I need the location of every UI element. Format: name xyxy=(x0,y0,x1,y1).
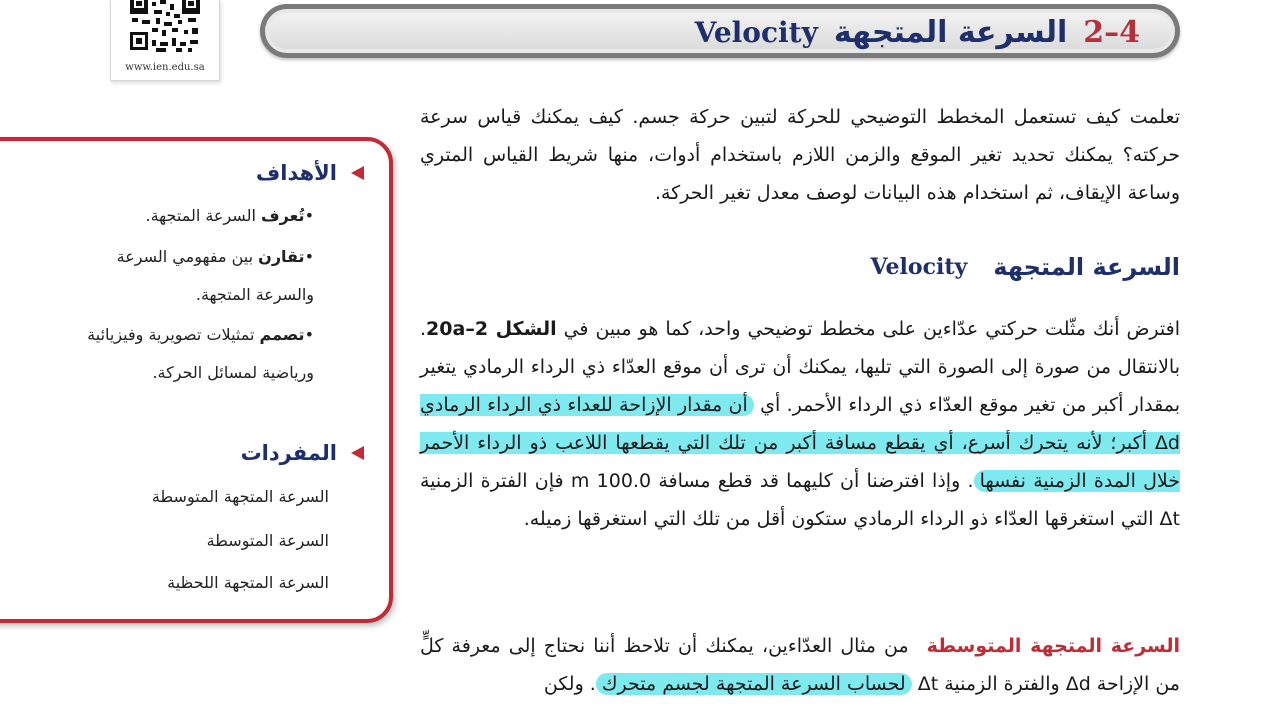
qr-code-block xyxy=(110,0,220,81)
objectives-heading: الأهداف xyxy=(256,161,364,185)
subsection-heading xyxy=(871,253,1181,281)
vocabulary-heading: المفردات xyxy=(241,441,364,465)
heading-arrow-icon xyxy=(351,166,364,180)
runners-paragraph: افترض أنك مثّلت حركتي عدّاءين على مخطط توضيحي واحد، كما هو مبين في الشكل 2–20a. بالانتقال من صورة إلى الصورة التي تليها، يمكنك أن ترى أن موقع العدّاء ذي الرداء الرمادي يتغير بمقدار أكبر من تغير موقع العدّاء ذي الرداء الأحمر. أي أن مقدار الإزاحة للعداء ذي الرداء الرمادي Δd أكبر؛ لأنه يتحرك أسرع، أي يقطع مسافة أكبر من تلك التي يقطعها اللاعب ذو الرداء الأحمر خلال المدة الزمنية نفسها. وإذا افترضنا أن كليهما قد قطع مسافة 100.0 m فإن الفترة الزمنية Δt التي استغرقها العدّاء ذو الرداء الرمادي ستكون أقل من تلك التي استغرقها زميله. xyxy=(420,318,1181,530)
subsection-title-arabic: السرعة المتجهة xyxy=(993,253,1180,281)
highlighted-text: لحساب السرعة المتجهة لجسم متحرك xyxy=(596,673,912,695)
objective-item: •تصمم تمثيلات تصويرية وفيزيائية ورياضية لمسائل الحركة. xyxy=(87,325,314,382)
vocabulary-term: السرعة المتجهة اللحظية xyxy=(167,573,329,592)
site-url[interactable]: www.ien.edu.sa xyxy=(125,62,205,73)
objective-item: •تقارن بين مفهومي السرعة والسرعة المتجهة. xyxy=(116,247,314,304)
section-number: 2–4 xyxy=(1083,14,1140,50)
average-velocity-paragraph: السرعة المتجهة المتوسطةمن مثال العدّاءين، يمكنك أن تلاحظ أننا نحتاج إلى معرفة كلٍّ من الإزاحة Δd والفترة الزمنية Δt لحساب السرعة المتجهة لجسم متحرك. ولكن xyxy=(420,635,1180,695)
qr-code-icon xyxy=(128,0,202,52)
vocabulary-term: السرعة المتوسطة xyxy=(206,531,329,550)
highlighted-text: أن مقدار الإزاحة للعداء ذي الرداء الرمادي Δd أكبر؛ لأنه يتحرك أسرع، أي يقطع مسافة أكبر من تلك التي يقطعها اللاعب ذو الرداء الأحمر خلال المدة الزمنية نفسها xyxy=(420,394,1181,492)
objectives-sidebar xyxy=(0,137,393,623)
section-title-english: Velocity xyxy=(694,15,818,49)
key-term: السرعة المتجهة المتوسطة xyxy=(926,635,1180,657)
vocabulary-term: السرعة المتجهة المتوسطة xyxy=(151,487,329,506)
subsection-title-english: Velocity xyxy=(870,254,968,280)
objective-item: •تُعرف السرعة المتجهة. xyxy=(145,206,314,225)
heading-arrow-icon xyxy=(351,446,364,460)
section-title-bar xyxy=(260,4,1180,58)
figure-reference[interactable]: الشكل 2–20a xyxy=(426,318,557,340)
section-title-arabic: السرعة المتجهة xyxy=(833,14,1068,50)
intro-paragraph: تعلمت كيف تستعمل المخطط التوضيحي للحركة لتبين حركة جسم. كيف يمكنك قياس سرعة حركته؟ يمكنك تحديد تغير الموقع والزمن اللازم باستخدام أدوات، منها شريط القياس المتري وساعة الإيقاف، ثم استخدام هذه البيانات لوصف معدل تغير الحركة. xyxy=(420,106,1180,204)
